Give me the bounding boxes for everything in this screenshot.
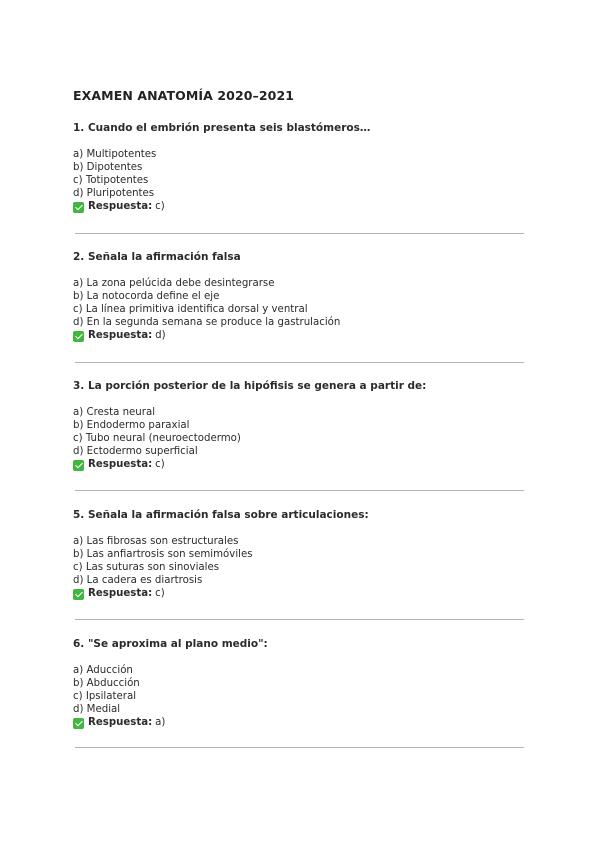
- question-2: [73, 251, 524, 343]
- answer-value: c): [155, 587, 165, 599]
- question-text: 3. La porción posterior de la hipófisis se genera a partir de:: [73, 380, 427, 392]
- question-text: 1. Cuando el embrión presenta seis blastómeros…: [73, 122, 371, 134]
- check-mark-icon: [73, 460, 84, 471]
- option-b: b) Endodermo paraxial: [73, 419, 190, 431]
- divider: [75, 490, 524, 491]
- question-3: [73, 380, 524, 472]
- answer-value: c): [155, 458, 165, 470]
- option-d: d) Medial: [73, 703, 121, 715]
- answer-line: [73, 588, 524, 601]
- divider: [75, 619, 524, 620]
- option-c: c) Totipotentes: [73, 174, 149, 186]
- answer-value: a): [155, 716, 166, 728]
- question-text: 6. "Se aproxima al plano medio":: [73, 638, 268, 650]
- option-c: c) Las suturas son sinoviales: [73, 561, 220, 573]
- option-a: a) Cresta neural: [73, 407, 156, 418]
- option-a: a) La zona pelúcida debe desintegrarse: [73, 278, 275, 289]
- answer-label: Respuesta:: [88, 716, 153, 728]
- answer-label: Respuesta:: [88, 458, 153, 470]
- option-b: b) Abducción: [73, 677, 140, 689]
- option-c: c) Ipsilateral: [73, 690, 137, 702]
- option-a: a) Aducción: [73, 665, 133, 676]
- option-b: b) Las anfiartrosis son semimóviles: [73, 548, 253, 560]
- answer-value: c): [155, 200, 165, 212]
- answer-label: Respuesta:: [88, 329, 153, 341]
- option-a: a) Multipotentes: [73, 149, 157, 160]
- option-d: d) Pluripotentes: [73, 187, 155, 199]
- answer-line: [73, 717, 524, 730]
- answer-value: d): [155, 329, 166, 341]
- exam-page: [73, 88, 524, 728]
- page-title: EXAMEN ANATOMÍA 2020–2021: [73, 88, 295, 103]
- option-b: b) Dipotentes: [73, 161, 143, 173]
- answer-line: [73, 330, 524, 343]
- option-c: c) Tubo neural (neuroectodermo): [73, 432, 241, 444]
- option-b: b) La notocorda define el eje: [73, 290, 220, 302]
- question-1: [73, 122, 524, 214]
- question-text: 2. Señala la afirmación falsa: [73, 251, 241, 263]
- check-mark-icon: [73, 589, 84, 600]
- answer-line: [73, 201, 524, 214]
- question-text: 5. Señala la afirmación falsa sobre articulaciones:: [73, 509, 369, 521]
- option-d: d) Ectodermo superficial: [73, 445, 198, 457]
- divider: [75, 233, 524, 234]
- option-d: d) En la segunda semana se produce la gastrulación: [73, 316, 341, 328]
- divider: [75, 747, 524, 748]
- option-a: a) Las fibrosas son estructurales: [73, 536, 239, 547]
- option-c: c) La línea primitiva identifica dorsal y ventral: [73, 303, 308, 315]
- answer-line: [73, 459, 524, 472]
- question-6: [73, 638, 524, 730]
- divider: [75, 362, 524, 363]
- check-mark-icon: [73, 331, 84, 342]
- option-d: d) La cadera es diartrosis: [73, 574, 203, 586]
- check-mark-icon: [73, 202, 84, 213]
- question-5: [73, 509, 524, 601]
- answer-label: Respuesta:: [88, 200, 153, 212]
- answer-label: Respuesta:: [88, 587, 153, 599]
- check-mark-icon: [73, 718, 84, 729]
